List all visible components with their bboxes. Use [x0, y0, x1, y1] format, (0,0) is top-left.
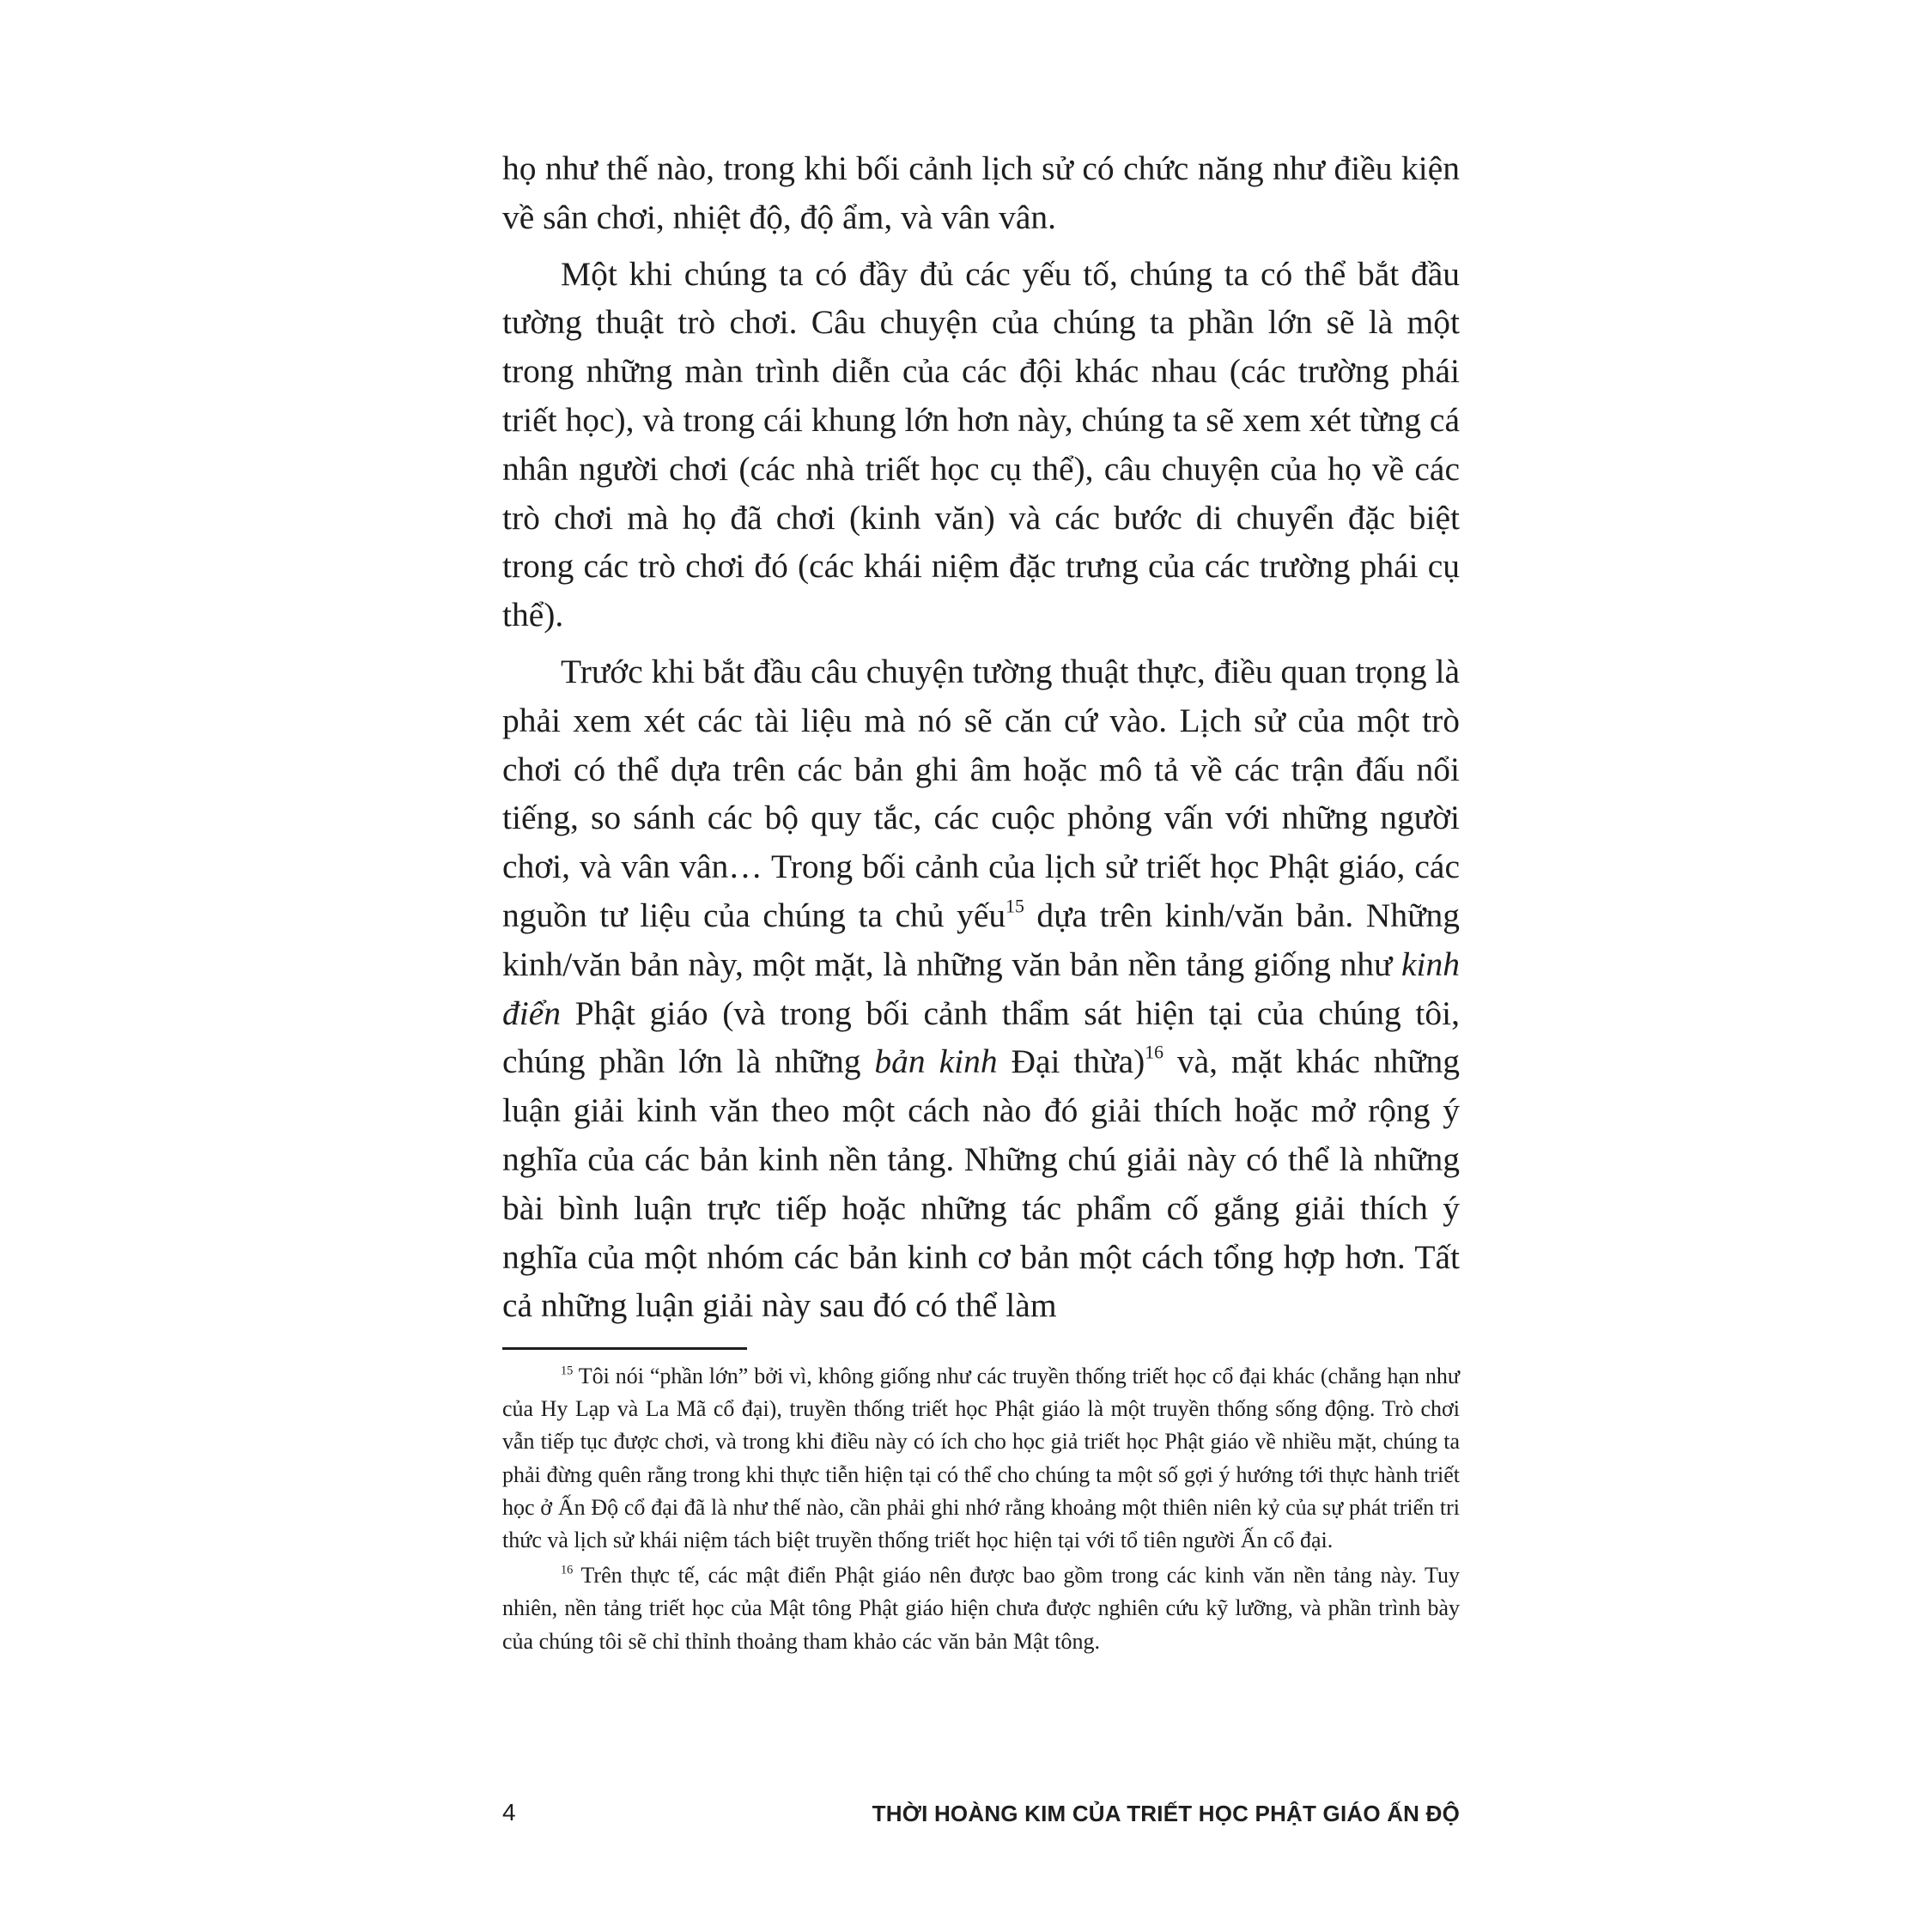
paragraph: Một khi chúng ta có đầy đủ các yếu tố, chúng ta có thể bắt đầu tường thuật trò chơi. Câu chuyện của chúng ta phần lớn sẽ là một trong những màn trình diễn của các đội khác nhau (các trường phái triết học), và trong cái khung lớn hơn này, chúng ta sẽ xem xét từng cá nhân người chơi (các nhà triết học cụ thể), câu chuyện của họ về các trò chơi mà họ đã chơi (kinh văn) và các bước di chuyển đặc biệt trong các trò chơi đó (các khái niệm đặc trưng của các trường phái cụ thể).	[502, 254, 1460, 635]
footnote-ref-15[interactable]: 15	[1005, 896, 1024, 917]
footnote-16	[502, 1559, 1460, 1658]
page-footer	[502, 1799, 1460, 1833]
paragraph-text: Đại thừa)	[997, 1042, 1145, 1081]
emphasis-text: kinh điển	[502, 945, 1460, 1032]
footnotes	[502, 1360, 1460, 1658]
paragraph-text: dựa trên kinh/văn bản. Những kinh/văn bản này, một mặt, là những văn bản nền tảng giống như	[502, 896, 1460, 983]
footnote-mark: 16	[561, 1563, 574, 1577]
paragraph	[502, 647, 1460, 1330]
paragraph-text: và, mặt khác những luận giải kinh văn theo một cách nào đó giải thích hoặc mở rộng ý nghĩa của các bản kinh nền tảng. Những chú giải này có thể là những bài bình luận trực tiếp hoặc những tác phẩm cố gắng giải thích ý nghĩa của một nhóm các bản kinh cơ bản một cách tổng hợp hơn. Tất cả những luận giải này sau đó có thể làm	[502, 1042, 1460, 1325]
running-title: THỜI HOÀNG KIM CỦA TRIẾT HỌC PHẬT GIÁO ẤN ĐỘ	[872, 1801, 1460, 1826]
footnote-divider	[502, 1347, 747, 1350]
footnote-text: Trên thực tế, các mật điển Phật giáo nên được bao gồm trong các kinh văn nền tảng này. Tuy nhiên, nền tảng triết học của Mật tông Phật giáo hiện chưa được nghiên cứu kỹ lưỡng, và phần trình bày của chúng tôi sẽ chỉ thỉnh thoảng tham khảo các văn bản Mật tông.	[502, 1563, 1460, 1654]
paragraph-text: Phật giáo (và trong bối cảnh thẩm sát hiện tại của chúng tôi, chúng phần lớn là những	[502, 993, 1460, 1081]
paragraph-continued: họ như thế nào, trong khi bối cảnh lịch sử có chức năng như điều kiện về sân chơi, nhiệt độ, độ ẩm, và vân vân.	[502, 149, 1460, 236]
footnote-15	[502, 1360, 1460, 1557]
page-number: 4	[502, 1799, 516, 1826]
footnote-ref-16[interactable]: 16	[1145, 1042, 1163, 1064]
paragraph-text: Trước khi bắt đầu câu chuyện tường thuật thực, điều quan trọng là phải xem xét các tài liệu mà nó sẽ căn cứ vào. Lịch sử của một trò chơi có thể dựa trên các bản ghi âm hoặc mô tả về các trận đấu nổi tiếng, so sánh các bộ quy tắc, các cuộc phỏng vấn với những người chơi, và vân vân… Trong bối cảnh của lịch sử triết học Phật giáo, các nguồn tư liệu của chúng ta chủ yếu	[502, 652, 1460, 934]
main-text	[502, 144, 1460, 1330]
emphasis-text: bản kinh	[874, 1042, 998, 1081]
footnote-mark: 15	[561, 1364, 574, 1378]
footnote-text: Tôi nói “phần lớn” bởi vì, không giống như các truyền thống triết học cổ đại khác (chẳng hạn như của Hy Lạp và La Mã cổ đại), truyền thống triết học Phật giáo là một truyền thống sống động. Trò chơi vẫn tiếp tục được chơi, và trong khi điều này có ích cho học giả triết học Phật giáo về nhiều mặt, chúng ta phải đừng quên rằng trong khi thực tiễn hiện tại có thể cho chúng ta một số gợi ý hướng tới thực hành triết học ở Ấn Độ cổ đại đã là như thế nào, cần phải ghi nhớ rằng khoảng một thiên niên kỷ của sự phát triển tri thức và lịch sử khái niệm tách biệt truyền thống triết học hiện tại với tổ tiên người Ấn cổ đại.	[502, 1364, 1460, 1553]
